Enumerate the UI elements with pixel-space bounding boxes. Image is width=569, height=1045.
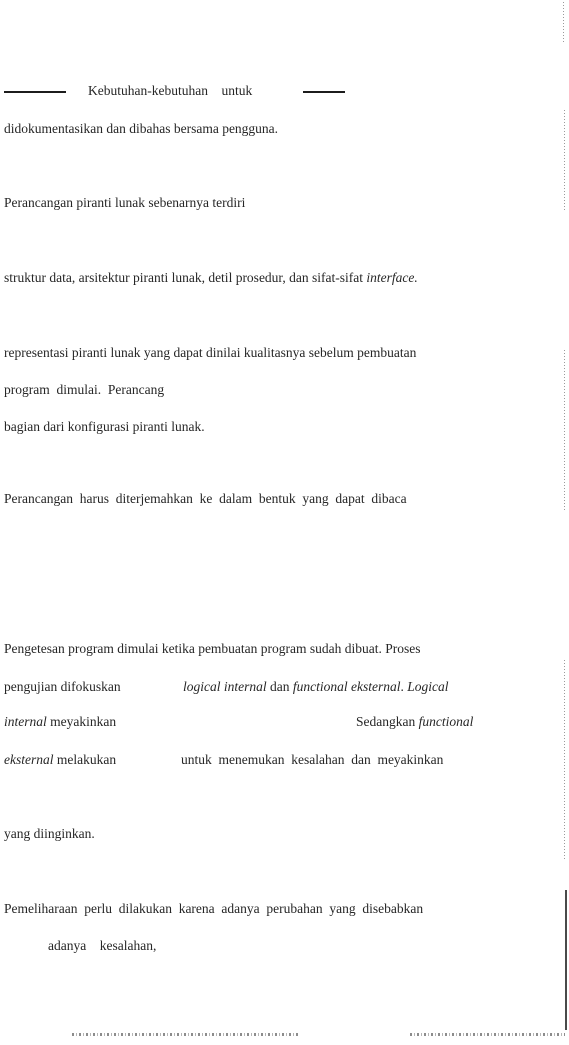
text-line-11-italic: eksternal <box>4 752 54 767</box>
section-heading: Kebutuhan-kebutuhan untuk <box>88 83 253 98</box>
text-line-9-italic-1: logical internal <box>183 679 267 694</box>
scan-edge-mark <box>564 660 565 860</box>
text-line-10-start <box>4 714 116 730</box>
text-line-10-end-text: Sedangkan <box>356 714 419 729</box>
text-line-9-italic-3: Logical <box>407 679 449 694</box>
scan-footer-strip <box>410 1033 565 1036</box>
heading-rule-right <box>303 91 345 93</box>
text-line-11-mid: melakukan <box>53 752 117 767</box>
text-line-14: adanya kesalahan, <box>48 938 157 953</box>
text-line-11-start <box>4 752 116 768</box>
text-line-9-italic-2: functional eksternal <box>292 679 401 694</box>
text-line-9-dot: . <box>400 679 408 694</box>
text-line-6: bagian dari konfigurasi piranti lunak. <box>4 419 205 434</box>
text-line-3-italic: interface. <box>366 270 418 285</box>
text-line-5: program dimulai. Perancang <box>4 382 165 397</box>
text-line-9-mid: dan <box>266 679 293 694</box>
text-line-3 <box>4 270 418 286</box>
text-line-4: representasi piranti lunak yang dapat dinilai kualitasnya sebelum pembuatan <box>4 345 417 360</box>
text-line-13: Pemeliharaan perlu dilakukan karena adanya perubahan yang disebabkan <box>4 901 424 916</box>
text-line-9-start: pengujian difokuskan <box>4 679 121 694</box>
text-line-10-mid: meyakinkan <box>46 714 117 729</box>
text-line-9-end <box>183 679 449 695</box>
text-line-11-end: untuk menemukan kesalahan dan meyakinkan <box>181 752 444 767</box>
text-line-1: didokumentasikan dan dibahas bersama pengguna. <box>4 121 279 136</box>
scan-footer-strip <box>72 1033 300 1036</box>
heading-rule-left <box>4 91 66 93</box>
text-line-10-italic: internal <box>4 714 47 729</box>
text-line-7: Perancangan harus diterjemahkan ke dalam bentuk yang dapat dibaca <box>4 491 407 506</box>
scan-edge-mark <box>564 350 565 510</box>
text-line-10-end-italic: functional <box>418 714 474 729</box>
text-line-2: Perancangan piranti lunak sebenarnya terdiri <box>4 195 246 210</box>
text-line-3-main: struktur data, arsitektur piranti lunak, detil prosedur, dan sifat-sifat <box>4 270 367 285</box>
scan-edge-mark <box>563 2 564 44</box>
text-line-10-end <box>356 714 473 730</box>
text-line-12: yang diinginkan. <box>4 826 95 841</box>
scan-edge-mark <box>565 890 567 1030</box>
scan-edge-mark <box>564 110 565 210</box>
text-line-8: Pengetesan program dimulai ketika pembuatan program sudah dibuat. Proses <box>4 641 421 656</box>
